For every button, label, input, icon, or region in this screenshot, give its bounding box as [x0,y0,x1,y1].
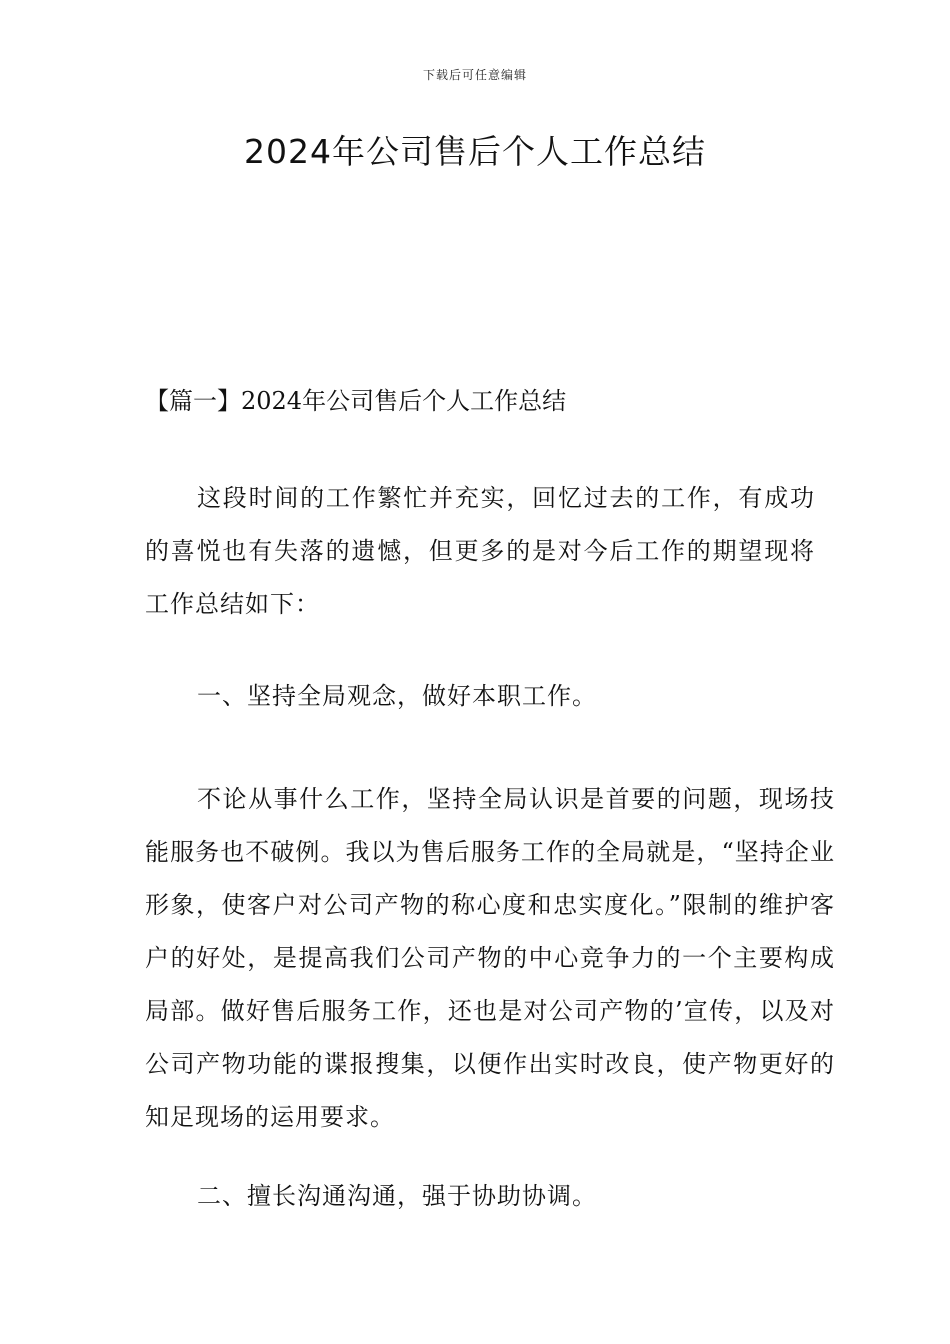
download-edit-note: 下载后可任意编辑 [422,68,527,82]
paragraph-intro: 这段时间的工作繁忙并充实，回忆过去的工作，有成功的喜悦也有失落的遗憾，但更多的是对今后工作的期望现将工作总结如下： [145,484,815,618]
document-title: 2024年公司售后个人工作总结 [244,132,706,171]
paragraph-body-one: 不论从事什么工作，坚持全局认识是首要的问题，现场技能服务也不破例。我以为售后服务工作的全局就是，“坚持企业形象，使客户对公司产物的称心度和忠实度化。”限制的维护客户的好处，是提高我们公司产物的中心竞争力的一个主要构成局部。做好售后服务工作，还也是对公司产物的’宣传，以及对公司产物功能的谍报搜集，以便作出实时改良，使产物更好的知足现场的运用要求。 [145,785,835,1131]
section-heading: 【篇一】2024年公司售后个人工作总结 [145,387,567,415]
paragraph-heading-one: 一、坚持全局观念，做好本职工作。 [197,682,597,710]
paragraph-heading-two: 二、擅长沟通沟通，强于协助协调。 [197,1182,597,1210]
